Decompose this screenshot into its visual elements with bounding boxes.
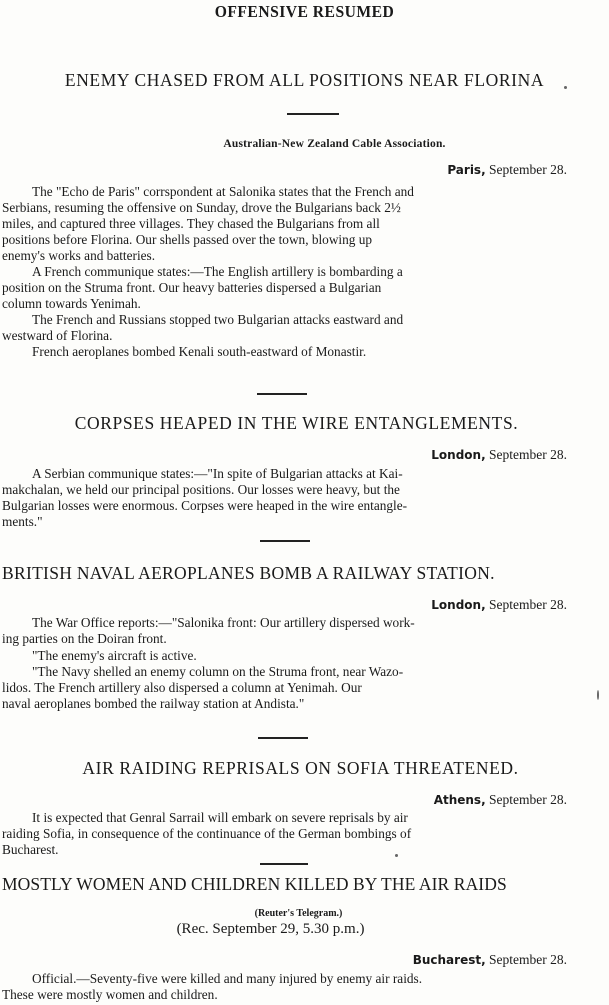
section-divider	[260, 863, 308, 865]
body-line: The French and Russians stopped two Bulgarian attacks eastward and	[32, 312, 404, 327]
dateline-place: Bucharest,	[412, 953, 486, 967]
section-5-received: (Rec. September 29, 5.30 p.m.)	[176, 921, 365, 937]
dateline-date: September 28.	[489, 447, 567, 462]
body-line: Serbians, resuming the offensive on Sunday, drove the Bulgarians back 2½	[2, 200, 401, 215]
body-line: naval aeroplanes bombed the railway station at Andista."	[2, 696, 305, 711]
body-line: lidos. The French artillery also dispersed a column at Yenimah. Our	[2, 680, 362, 695]
body-line: ments."	[2, 514, 43, 529]
section-divider	[257, 393, 307, 395]
section-divider	[287, 113, 339, 115]
dateline-place: London,	[431, 598, 486, 612]
section-3-title: BRITISH NAVAL AEROPLANES BOMB A RAILWAY STATION.	[2, 563, 495, 583]
body-line: westward of Florina.	[2, 328, 113, 343]
section-1-dateline	[447, 162, 567, 178]
dateline-date: September 28.	[489, 597, 567, 612]
body-line: raiding Sofia, in consequence of the continuance of the German bombings of	[2, 826, 412, 841]
body-line: makchalan, we held our principal positions. Our losses were heavy, but the	[2, 482, 400, 497]
body-line: It is expected that Genral Sarrail will embark on severe reprisals by air	[32, 810, 408, 825]
body-line: A French communique states:—The English artillery is bombarding a	[32, 264, 403, 279]
body-line: position on the Struma front. Our heavy batteries dispersed a Bulgarian	[2, 280, 382, 295]
section-4-title: AIR RAIDING REPRISALS ON SOFIA THREATENED.	[82, 758, 519, 778]
section-1-title: ENEMY CHASED FROM ALL POSITIONS NEAR FLORINA	[64, 70, 545, 90]
section-divider	[258, 737, 308, 739]
dateline-date: September 28.	[489, 792, 567, 807]
dateline-date: September 28.	[489, 162, 567, 177]
section-2-title: CORPSES HEAPED IN THE WIRE ENTANGLEMENTS.	[74, 413, 519, 433]
scan-speck	[597, 690, 599, 700]
dateline-date: September 28.	[489, 952, 567, 967]
body-line: Official.—Seventy-five were killed and many injured by enemy air raids.	[32, 971, 423, 986]
section-3-dateline	[431, 597, 567, 613]
section-5-source: (Reuter's Telegram.)	[254, 908, 343, 919]
dateline-place: London,	[431, 448, 486, 462]
scan-speck	[564, 86, 567, 89]
body-line: Bucharest.	[2, 842, 59, 857]
body-line: positions before Florina. Our shells passed over the town, blowing up	[2, 232, 373, 247]
dateline-place: Athens,	[433, 793, 486, 807]
section-divider	[260, 540, 310, 542]
dateline-place: Paris,	[447, 163, 486, 177]
body-line: Bulgarian losses were enormous. Corpses were heaped in the wire entangle-	[2, 498, 408, 513]
body-line: The War Office reports:—"Salonika front: Our artillery dispersed work-	[32, 615, 415, 630]
main-headline: OFFENSIVE RESUMED	[214, 2, 395, 21]
section-2-dateline	[431, 447, 567, 463]
body-line: These were mostly women and children.	[2, 987, 218, 1002]
body-line: miles, and captured three villages. They chased the Bulgarians from all	[2, 216, 380, 231]
body-line: ing parties on the Doiran front.	[2, 631, 167, 646]
body-line: column towards Yenimah.	[2, 296, 141, 311]
scan-speck	[395, 854, 398, 857]
body-line: enemy's works and batteries.	[2, 248, 156, 263]
body-line: "The Navy shelled an enemy column on the Struma front, near Wazo-	[32, 664, 404, 679]
section-5-dateline	[413, 952, 567, 968]
body-line: "The enemy's aircraft is active.	[32, 648, 197, 663]
section-5-title: MOSTLY WOMEN AND CHILDREN KILLED BY THE AIR RAIDS	[2, 874, 507, 894]
section-4-dateline	[434, 792, 567, 808]
body-line: The "Echo de Paris" corrspondent at Salonika states that the French and	[32, 184, 414, 199]
body-line: French aeroplanes bombed Kenali south-eastward of Monastir.	[32, 344, 367, 359]
body-line: A Serbian communique states:—"In spite of Bulgarian attacks at Kai-	[32, 466, 403, 481]
section-1-source: Australian-New Zealand Cable Association.	[223, 138, 446, 150]
